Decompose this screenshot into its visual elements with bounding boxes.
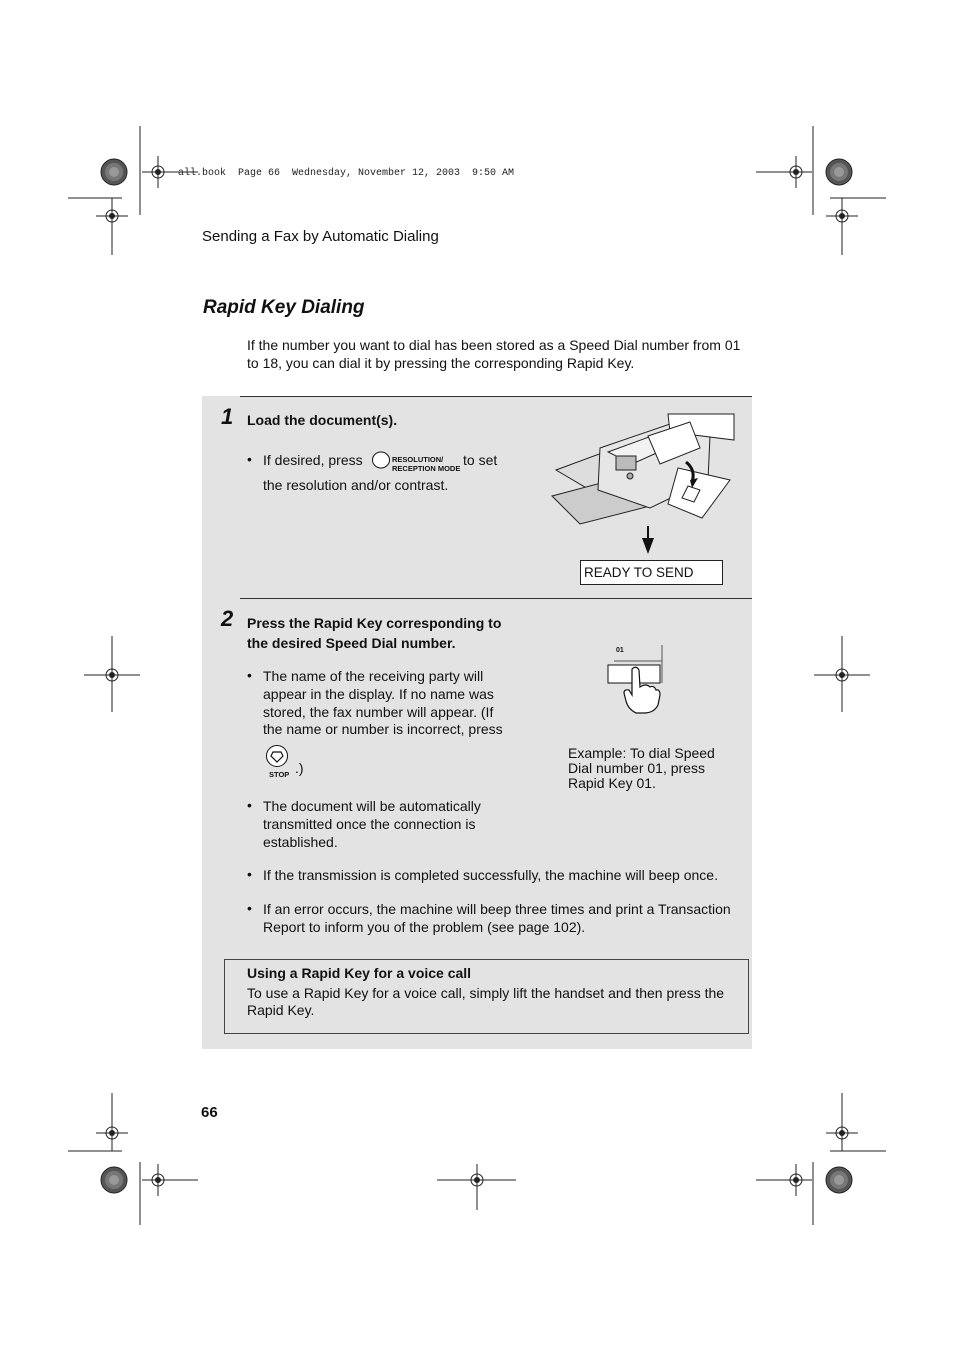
bullet-icon: •: [247, 900, 252, 916]
step-2-number: 2: [221, 606, 234, 631]
example-line1: Example: To dial Speed: [568, 745, 715, 761]
success-bullet: If the transmission is completed successfully, the machine will beep once.: [263, 867, 718, 883]
step-1-number: 1: [221, 404, 234, 429]
stop-key-label: STOP: [269, 770, 290, 779]
bullet-icon: •: [247, 667, 252, 683]
fax-machine-illustration: [550, 408, 750, 528]
example-line3: Rapid Key 01.: [568, 775, 656, 791]
resolution-key-label-1: RESOLUTION/: [392, 455, 444, 464]
section-title: Rapid Key Dialing: [203, 297, 365, 318]
step1-rule: [240, 396, 752, 397]
step-1-bullet-line2: the resolution and/or contrast.: [263, 477, 449, 493]
step-2-bullet1-line4: the name or number is incorrect, press: [263, 721, 503, 737]
error-bullet-line2: Report to inform you of the problem (see page 102).: [263, 919, 586, 935]
note-line2: Rapid Key.: [247, 1002, 315, 1018]
example-line2: Dial number 01, press: [568, 760, 705, 776]
rapid-key-number: 01: [616, 647, 624, 654]
stop-button-icon: [265, 745, 291, 769]
step-2-bullet1-line1: The name of the receiving party will: [263, 668, 484, 684]
arrow-down-icon: [641, 526, 655, 556]
resolution-key-label-2: RECEPTION MODE: [392, 464, 461, 473]
bullet-icon: •: [247, 866, 252, 882]
lcd-display: READY TO SEND: [580, 560, 723, 585]
step-2-bullet2-line3: established.: [263, 834, 338, 850]
bullet-icon: •: [247, 797, 252, 813]
resolution-button-icon: [372, 451, 392, 471]
note-title: Using a Rapid Key for a voice call: [247, 965, 472, 981]
error-bullet-line1: If an error occurs, the machine will beep three times and print a Transaction: [263, 901, 731, 917]
step-2-bullet2-line2: transmitted once the connection is: [263, 816, 476, 832]
step-2-heading-line1: Press the Rapid Key corresponding to: [247, 615, 502, 631]
running-head: Sending a Fax by Automatic Dialing: [202, 228, 439, 245]
print-header: all.book Page 66 Wednesday, November 12, 2003 9:50 AM: [178, 168, 515, 179]
step-2-heading-line2: the desired Speed Dial number.: [247, 635, 456, 651]
page-number: 66: [201, 1104, 218, 1121]
step-2-bullet1-end: .): [295, 760, 304, 776]
step-1-bullet-text: If desired, press: [263, 452, 363, 468]
step-2-bullet2-line1: The document will be automatically: [263, 798, 481, 814]
step-2-bullet1-line3: stored, the fax number will appear. (If: [263, 704, 494, 720]
step-2-bullet1-line2: appear in the display. If no name was: [263, 686, 494, 702]
step2-rule: [240, 598, 752, 599]
bullet-icon: •: [247, 451, 252, 467]
note-line1: To use a Rapid Key for a voice call, simply lift the handset and then press the: [247, 985, 725, 1001]
step-1-heading: Load the document(s).: [247, 412, 398, 428]
step-1-bullet-text-after: to set: [463, 452, 498, 468]
intro-paragraph: If the number you want to dial has been stored as a Speed Dial number from 01 to 18, you can dial it by pressing the corresponding Rapid Key.: [247, 337, 741, 371]
pointing-hand-icon: [606, 643, 668, 715]
